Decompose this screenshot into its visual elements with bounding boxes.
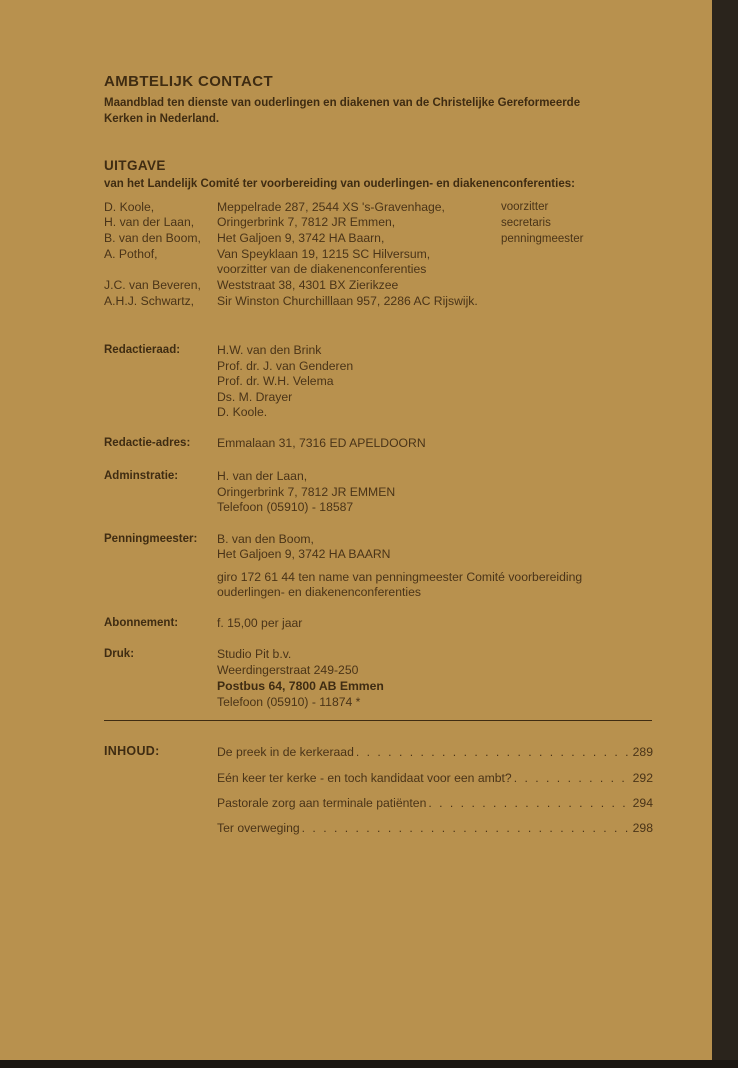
redactieraad-member: Prof. dr. W.H. Velema: [217, 374, 334, 388]
administratie-line: Oringerbrink 7, 7812 JR EMMEN: [217, 485, 396, 499]
penningmeester-line: B. van den Boom,: [217, 532, 314, 546]
toc-title: Eén keer ter kerke - en toch kandidaat voor een ambt?: [217, 771, 512, 785]
magazine-subtitle-line2: Kerken in Nederland.: [104, 113, 220, 125]
redactie-adres-label: Redactie-adres:: [104, 437, 191, 449]
giro-line2: ouderlingen- en diakenenconferenties: [217, 585, 421, 599]
toc-title: De preek in de kerkeraad: [217, 745, 354, 759]
toc-item: [217, 745, 653, 761]
redactieraad-label: Redactieraad:: [104, 344, 181, 356]
member-address: Weststraat 38, 4301 BX Zierikzee: [217, 278, 399, 292]
toc-page: 294: [632, 796, 653, 810]
member-name: H. van der Laan,: [104, 215, 195, 229]
page-edge-right: [712, 0, 738, 1068]
member-address: voorzitter van de diakenenconferenties: [217, 262, 427, 276]
redactie-adres-value: Emmalaan 31, 7316 ED APELDOORN: [217, 436, 426, 450]
member-role: penningmeester: [501, 233, 584, 245]
redactieraad-member: Prof. dr. J. van Genderen: [217, 359, 354, 373]
uitgave-subheading: van het Landelijk Comité ter voorbereiding van ouderlingen- en diakenenconferenties:: [104, 178, 575, 190]
druk-postbus: Postbus 64, 7800 AB Emmen: [217, 679, 384, 693]
administratie-label: Adminstratie:: [104, 470, 179, 482]
member-name: B. van den Boom,: [104, 231, 201, 245]
toc-page: 298: [632, 821, 653, 835]
member-name: A.H.J. Schwartz,: [104, 294, 195, 308]
druk-line: Studio Pit b.v.: [217, 647, 292, 661]
inhoud-label: INHOUD:: [104, 744, 160, 758]
member-address: Oringerbrink 7, 7812 JR Emmen,: [217, 215, 396, 229]
penningmeester-label: Penningmeester:: [104, 533, 198, 545]
toc-leader: [428, 796, 630, 810]
page-edge-bottom: [0, 1060, 738, 1068]
toc-leader: [356, 745, 631, 759]
toc-leader: [302, 821, 631, 835]
toc-item: [217, 796, 653, 812]
member-role: secretaris: [501, 217, 551, 229]
penningmeester-line: Het Galjoen 9, 3742 HA BAARN: [217, 547, 391, 561]
redactieraad-member: D. Koole.: [217, 405, 268, 419]
administratie-line: H. van der Laan,: [217, 469, 308, 483]
member-address: Meppelrade 287, 2544 XS 's-Gravenhage,: [217, 200, 445, 214]
druk-label: Druk:: [104, 648, 135, 660]
toc-item: [217, 771, 653, 787]
uitgave-heading: UITGAVE: [104, 158, 166, 173]
redactieraad-member: H.W. van den Brink: [217, 343, 322, 357]
member-name: J.C. van Beveren,: [104, 278, 201, 292]
divider: [104, 720, 652, 721]
druk-line: Weerdingerstraat 249-250: [217, 663, 359, 677]
magazine-subtitle-line1: Maandblad ten dienste van ouderlingen en diakenen van de Christelijke Gereformeerde: [104, 97, 581, 109]
toc-page: 289: [632, 745, 653, 759]
toc-title: Ter overweging: [217, 821, 300, 835]
toc-leader: [514, 771, 631, 785]
redactieraad-member: Ds. M. Drayer: [217, 390, 293, 404]
member-name: A. Pothof,: [104, 247, 158, 261]
member-name: D. Koole,: [104, 200, 155, 214]
toc-title: Pastorale zorg aan terminale patiënten: [217, 796, 427, 810]
druk-line: Telefoon (05910) - 11874 *: [217, 695, 361, 709]
toc-page: 292: [632, 771, 653, 785]
member-role: voorzitter: [501, 201, 549, 213]
member-address: Sir Winston Churchilllaan 957, 2286 AC Rijswijk.: [217, 294, 478, 308]
abonnement-value: f. 15,00 per jaar: [217, 616, 303, 630]
member-address: Het Galjoen 9, 3742 HA Baarn,: [217, 231, 385, 245]
giro-line1: giro 172 61 44 ten name van penningmeester Comité voorbereiding: [217, 570, 583, 584]
member-address: Van Speyklaan 19, 1215 SC Hilversum,: [217, 247, 431, 261]
administratie-line: Telefoon (05910) - 18587: [217, 500, 354, 514]
toc-item: [217, 821, 653, 837]
abonnement-label: Abonnement:: [104, 617, 179, 629]
magazine-title: AMBTELIJK CONTACT: [104, 73, 274, 90]
